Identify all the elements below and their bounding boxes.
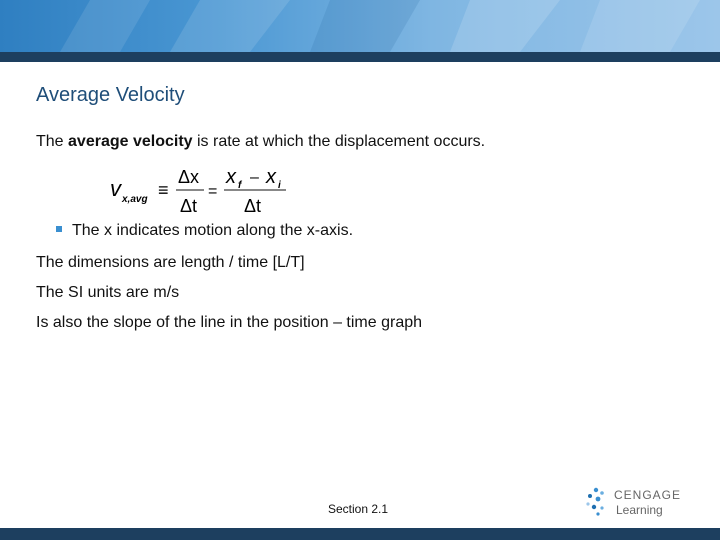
intro-text-start: The bbox=[36, 133, 69, 150]
cengage-dots-icon bbox=[584, 484, 696, 520]
bullet-text: The x indicates motion along the x-axis. bbox=[72, 222, 354, 239]
intro-bold-term: average velocity bbox=[68, 133, 193, 150]
header-banner bbox=[0, 0, 720, 52]
units-line: The SI units are m/s bbox=[36, 284, 180, 301]
section-label: Section 2.1 bbox=[328, 502, 389, 516]
slope-line: Is also the slope of the line in the position – time graph bbox=[36, 314, 423, 331]
formula-v-subscript: x,avg bbox=[122, 194, 148, 205]
formula-equals: = bbox=[208, 183, 218, 200]
intro-line bbox=[36, 133, 485, 151]
slide-title: Average Velocity bbox=[36, 84, 185, 106]
formula-den2: Δt bbox=[244, 196, 262, 216]
formula-xf: x bbox=[226, 166, 236, 188]
intro-text-end: is rate at which the displacement occurs. bbox=[192, 133, 486, 150]
cengage-logo bbox=[584, 484, 696, 520]
formula-den1: Δt bbox=[180, 196, 198, 216]
formula-equiv: ≡ bbox=[158, 180, 169, 200]
bullet-item bbox=[56, 222, 353, 240]
formula-num1: Δx bbox=[178, 167, 200, 187]
formula-minus: – bbox=[250, 169, 259, 186]
footer-bar bbox=[0, 528, 720, 540]
logo-wordmark-bottom: Learning bbox=[616, 503, 663, 517]
square-bullet-icon bbox=[56, 226, 62, 232]
formula-xi: x bbox=[266, 166, 276, 188]
header-rule bbox=[0, 52, 720, 62]
logo-wordmark-top: CENGAGE bbox=[614, 488, 682, 502]
formula-xf-subscript: f bbox=[238, 180, 242, 191]
formula-xi-subscript: i bbox=[278, 180, 281, 191]
formula-v: v bbox=[110, 176, 121, 201]
average-velocity-formula bbox=[108, 164, 298, 220]
banner-pattern bbox=[0, 0, 720, 52]
dimensions-line: The dimensions are length / time [L/T] bbox=[36, 254, 305, 271]
